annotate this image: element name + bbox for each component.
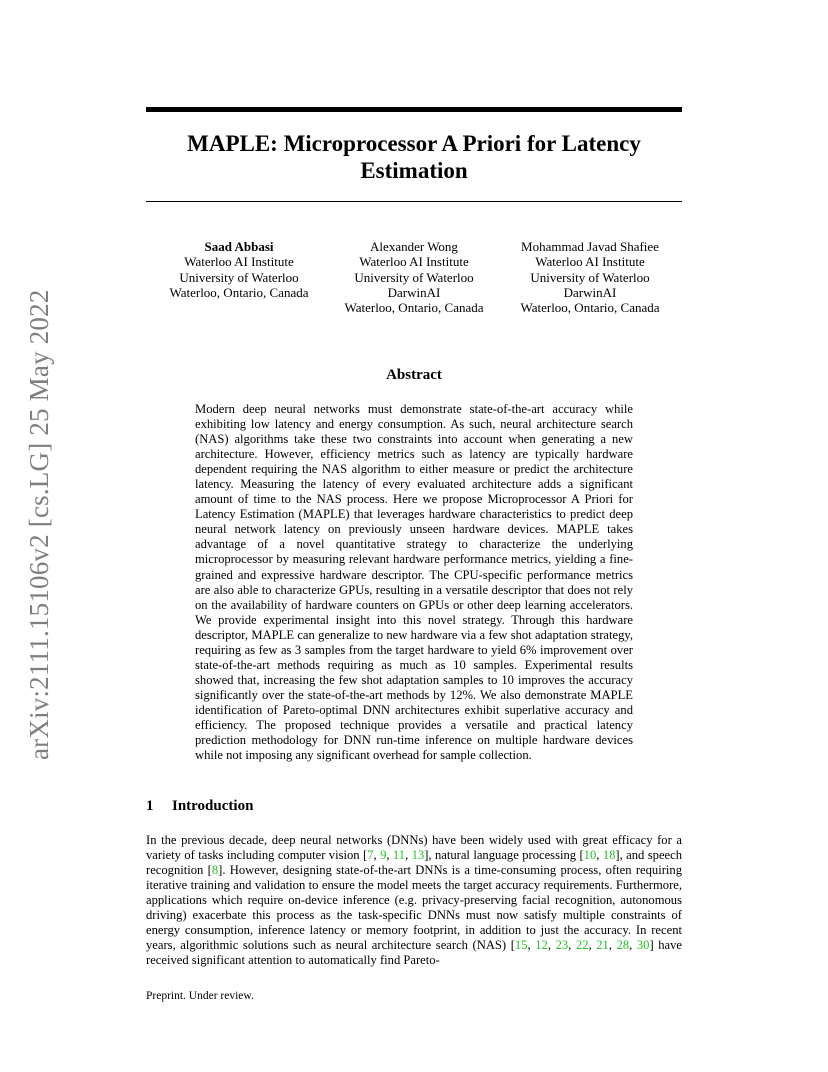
citation-group: 15, 12, 23, 22, 21, 28, 30: [514, 938, 650, 953]
author-affiliation: University of Waterloo: [179, 269, 299, 285]
citation-link[interactable]: 10: [583, 848, 597, 863]
intro-text: ] have received significant attention to automatically find Pareto-: [146, 938, 683, 968]
intro-text: In the previous decade, deep neural networks (DNNs) have been widely used with great efficacy for a variety of tasks including computer vision [: [146, 833, 682, 863]
author-name: Mohammad Javad Shafiee: [521, 239, 659, 254]
title-line-2: Estimation: [360, 158, 468, 183]
author-block-1: [164, 239, 314, 300]
citation-group: 10, 18: [583, 848, 616, 863]
citation-link[interactable]: 15: [514, 938, 528, 953]
citation-link[interactable]: 23: [555, 938, 569, 953]
preprint-footer: Preprint. Under review.: [146, 990, 254, 1002]
title-line-1: MAPLE: Microprocessor A Priori for Latency: [187, 131, 641, 156]
author-affiliation: University of Waterloo: [530, 269, 650, 285]
citation-link[interactable]: 11: [392, 848, 406, 863]
author-affiliation: Waterloo, Ontario, Canada: [344, 300, 484, 316]
author-affiliation: Waterloo, Ontario, Canada: [169, 284, 309, 300]
citation-link[interactable]: 22: [575, 938, 589, 953]
section-heading-introduction: [146, 798, 253, 815]
intro-text: ], natural language processing [: [424, 848, 584, 863]
title-top-rule: [146, 107, 682, 112]
abstract-heading: Abstract: [386, 367, 442, 383]
intro-text: ]. However, designing state-of-the-art DNNs is a time-consuming process, often requiring iterative training and validation to ensure the model meets the target accuracy requirements. Furthermore, applications which require on-device inference (e.g. privacy-preserving facial recognition, autonomous driving) exacerbate this process as the task-specific DNNs must now satisfy multiple constraints of energy consumption, inference latency or memory footprint, in addition to just the accuracy. In recent years, algorithmic solutions such as neural architecture search (NAS) [: [146, 863, 682, 953]
author-name: Saad Abbasi: [204, 239, 274, 254]
title-bottom-rule: [146, 201, 682, 202]
author-affiliation: DarwinAI: [387, 284, 441, 300]
author-affiliation: DarwinAI: [563, 284, 617, 300]
citation-link[interactable]: 8: [211, 863, 219, 878]
author-affiliation: Waterloo AI Institute: [184, 254, 294, 270]
abstract-body: Modern deep neural networks must demonstrate state-of-the-art accuracy while exhibiting low latency and energy consumption. As such, neural architecture search (NAS) algorithms take these two constraints into account when generating a new architecture. However, efficiency metrics such as latency are typically hardware dependent requiring the NAS algorithm to either measure or predict the architecture latency. Measuring the latency of every evaluated architecture adds a significant amount of time to the NAS process. Here we propose Microprocessor A Priori for Latency Estimation (MAPLE) that leverages hardware characteristics to predict deep neural network latency on previously unseen hardware devices. MAPLE takes advantage of a novel quantitative strategy to characterize the underlying microprocessor by measuring relevant hardware performance metrics, yielding a fine-grained and expressive hardware descriptor. The CPU-specific performance metrics are also able to characterize GPUs, resulting in a versatile descriptor that does not rely on the availability of hardware counters on GPUs or other deep learning accelerators. We provide experimental insight into this novel strategy. Through this hardware descriptor, MAPLE can generalize to new hardware via a few shot adaptation strategy, requiring as few as 3 samples from the target hardware to yield 6% improvement over state-of-the-art methods requiring as much as 10 samples. Experimental results showed that, increasing the few shot adaptation samples to 10 improves the accuracy significantly over the state-of-the-art methods by 12%. We also demonstrate MAPLE identification of Pareto-optimal DNN architectures exhibit superlative accuracy and efficiency. The proposed technique provides a versatile and practical latency prediction methodology for DNN run-time inference on multiple hardware devices while not imposing any significant overhead for sample collection.: [195, 402, 633, 763]
section-title: Introduction: [172, 798, 254, 814]
citation-link[interactable]: 9: [380, 848, 387, 863]
intro-text: ], and speech recognition [: [146, 848, 683, 878]
paper-title: [146, 130, 682, 184]
citation-link[interactable]: 7: [367, 848, 374, 863]
author-block-3: [509, 239, 671, 315]
author-name: Alexander Wong: [370, 239, 458, 254]
author-affiliation: Waterloo, Ontario, Canada: [520, 300, 660, 316]
section-number: 1: [146, 798, 154, 814]
introduction-paragraph: [146, 833, 682, 968]
author-affiliation: Waterloo AI Institute: [535, 254, 645, 270]
citation-link[interactable]: 13: [411, 848, 425, 863]
author-affiliation: Waterloo AI Institute: [359, 254, 469, 270]
citation-link[interactable]: 30: [636, 938, 650, 953]
citation-link[interactable]: 18: [602, 848, 616, 863]
author-affiliation: University of Waterloo: [354, 269, 474, 285]
citation-group: 7, 9, 11, 13: [367, 848, 425, 863]
citation-link[interactable]: 21: [596, 938, 609, 953]
citation-link[interactable]: 28: [616, 938, 630, 953]
citation-link[interactable]: 12: [535, 938, 548, 953]
arxiv-identifier: arXiv:2111.15106v2 [cs.LG] 25 May 2022: [24, 289, 54, 760]
author-block-2: [339, 239, 489, 315]
